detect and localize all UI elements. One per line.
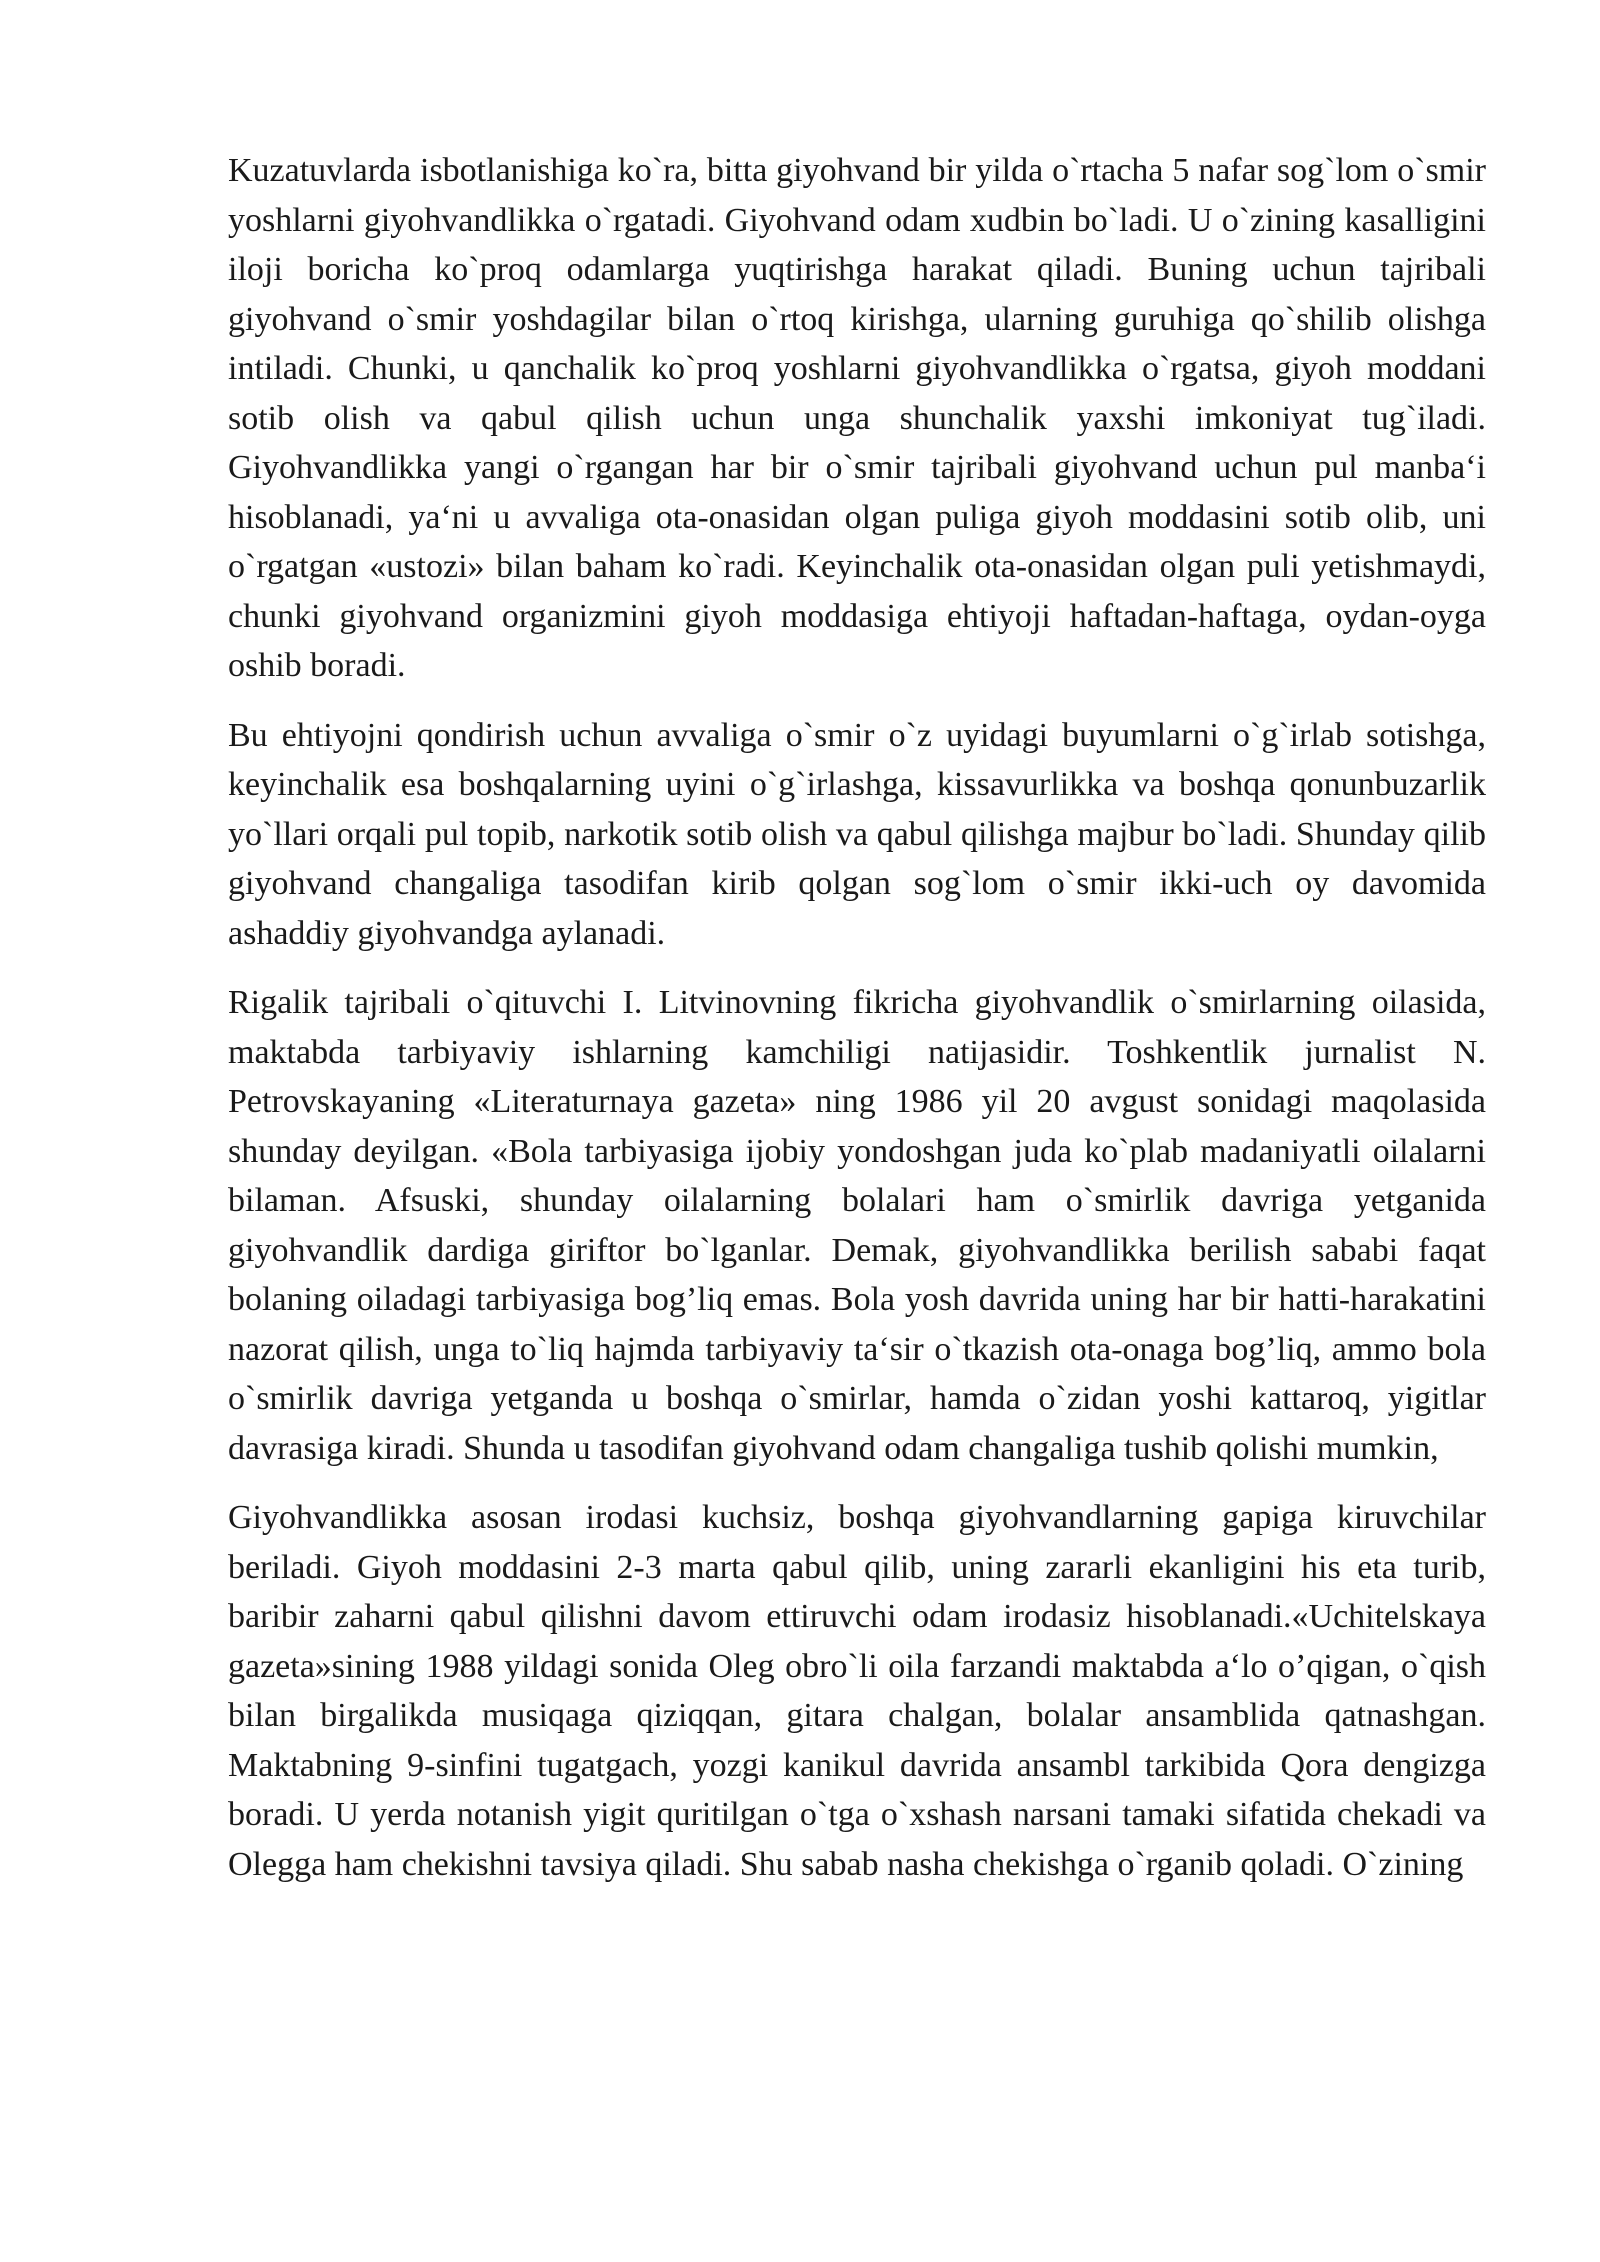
- paragraph-1: Kuzatuvlarda isbotlanishiga ko`ra, bitta giyohvand bir yilda o`rtacha 5 nafar sog`lom o`smir yoshlarni giyohvandlikka o`rgatadi. Giyohvand odam xudbin bo`ladi. U o`zining kasalligini iloji boricha ko`proq odamlarga yuqtirishga harakat qiladi. Buning uchun tajribali giyohvand o`smir yoshdagilar bilan o`rtoq kirishga, ularning guruhiga qo`shilib olishga intiladi. Chunki, u qanchalik ko`proq yoshlarni giyohvandlikka o`rgatsa, giyoh moddani sotib olish va qabul qilish uchun unga shunchalik yaxshi imkoniyat tug`iladi. Giyohvandlikka yangi o`rgangan har bir o`smir tajribali giyohvand uchun pul manba‘i hisoblanadi, ya‘ni u avvaliga ota-onasidan olgan puliga giyoh moddasini sotib olib, uni o`rgatgan «ustozi» bilan baham ko`radi. Keyinchalik ota-onasidan olgan puli yetishmaydi, chunki giyohvand organizmini giyoh moddasiga ehtiyoji haftadan-haftaga, oydan-oyga oshib boradi.: [228, 152, 1486, 684]
- paragraph-4: Giyohvandlikka asosan irodasi kuchsiz, boshqa giyohvandlarning gapiga kiruvchilar beriladi. Giyoh moddasini 2-3 marta qabul qilib, uning zararli ekanligini his eta turib, baribir zaharni qabul qilishni davom ettiruvchi odam irodasiz hisoblanadi.«Uchitelskaya gazeta»sining 1988 yildagi sonida Oleg obro`li oila farzandi maktabda a‘lo o’qigan, o`qish bilan birgalikda musiqaga qiziqqan, gitara chalgan, bolalar ansamblida qatnashgan. Maktabning 9-sinfini tugatgach, yozgi kanikul davrida ansambl tarkibida Qora dengizga boradi. U yerda notanish yigit quritilgan o`tga o`xshash narsani tamaki sifatida chekadi va Olegga ham chekishni tavsiya qiladi. Shu sabab nasha chekishga o`rganib qoladi. O`zining: [228, 1499, 1486, 1883]
- document-body: [228, 146, 1486, 1909]
- paragraph-2: Bu ehtiyojni qondirish uchun avvaliga o`smir o`z uyidagi buyumlarni o`g`irlab sotishga, keyinchalik esa boshqalarning uyini o`g`irlashga, kissavurlikka va boshqa qonunbuzarlik yo`llari orqali pul topib, narkotik sotib olish va qabul qilishga majbur bo`ladi. Shunday qilib giyohvand changaliga tasodifan kirib qolgan sog`lom o`smir ikki-uch oy davomida ashaddiy giyohvandga aylanadi.: [228, 716, 1486, 952]
- paragraph-3: Rigalik tajribali o`qituvchi I. Litvinovning fikricha giyohvandlik o`smirlarning oilasida, maktabda tarbiyaviy ishlarning kamchiligi natijasidir. Toshkentlik jurnalist N. Petrovskayaning «Literaturnaya gazeta» ning 1986 yil 20 avgust sonidagi maqolasida shunday deyilgan. «Bola tarbiyasiga ijobiy yondoshgan juda ko`plab madaniyatli oilalarni bilaman. Afsuski, shunday oilalarning bolalari ham o`smirlik davriga yetganida giyohvandlik dardiga giriftor bo`lganlar. Demak, giyohvandlikka berilish sababi faqat bolaning oiladagi tarbiyasiga bog’liq emas. Bola yosh davrida uning har bir hatti-harakatini nazorat qilish, unga to`liq hajmda tarbiyaviy ta‘sir o`tkazish ota-onaga bog’liq, ammo bola o`smirlik davriga yetganda u boshqa o`smirlar, hamda o`zidan yoshi kattaroq, yigitlar davrasiga kiradi. Shunda u tasodifan giyohvand odam changaliga tushib qolishi mumkin,: [228, 984, 1486, 1467]
